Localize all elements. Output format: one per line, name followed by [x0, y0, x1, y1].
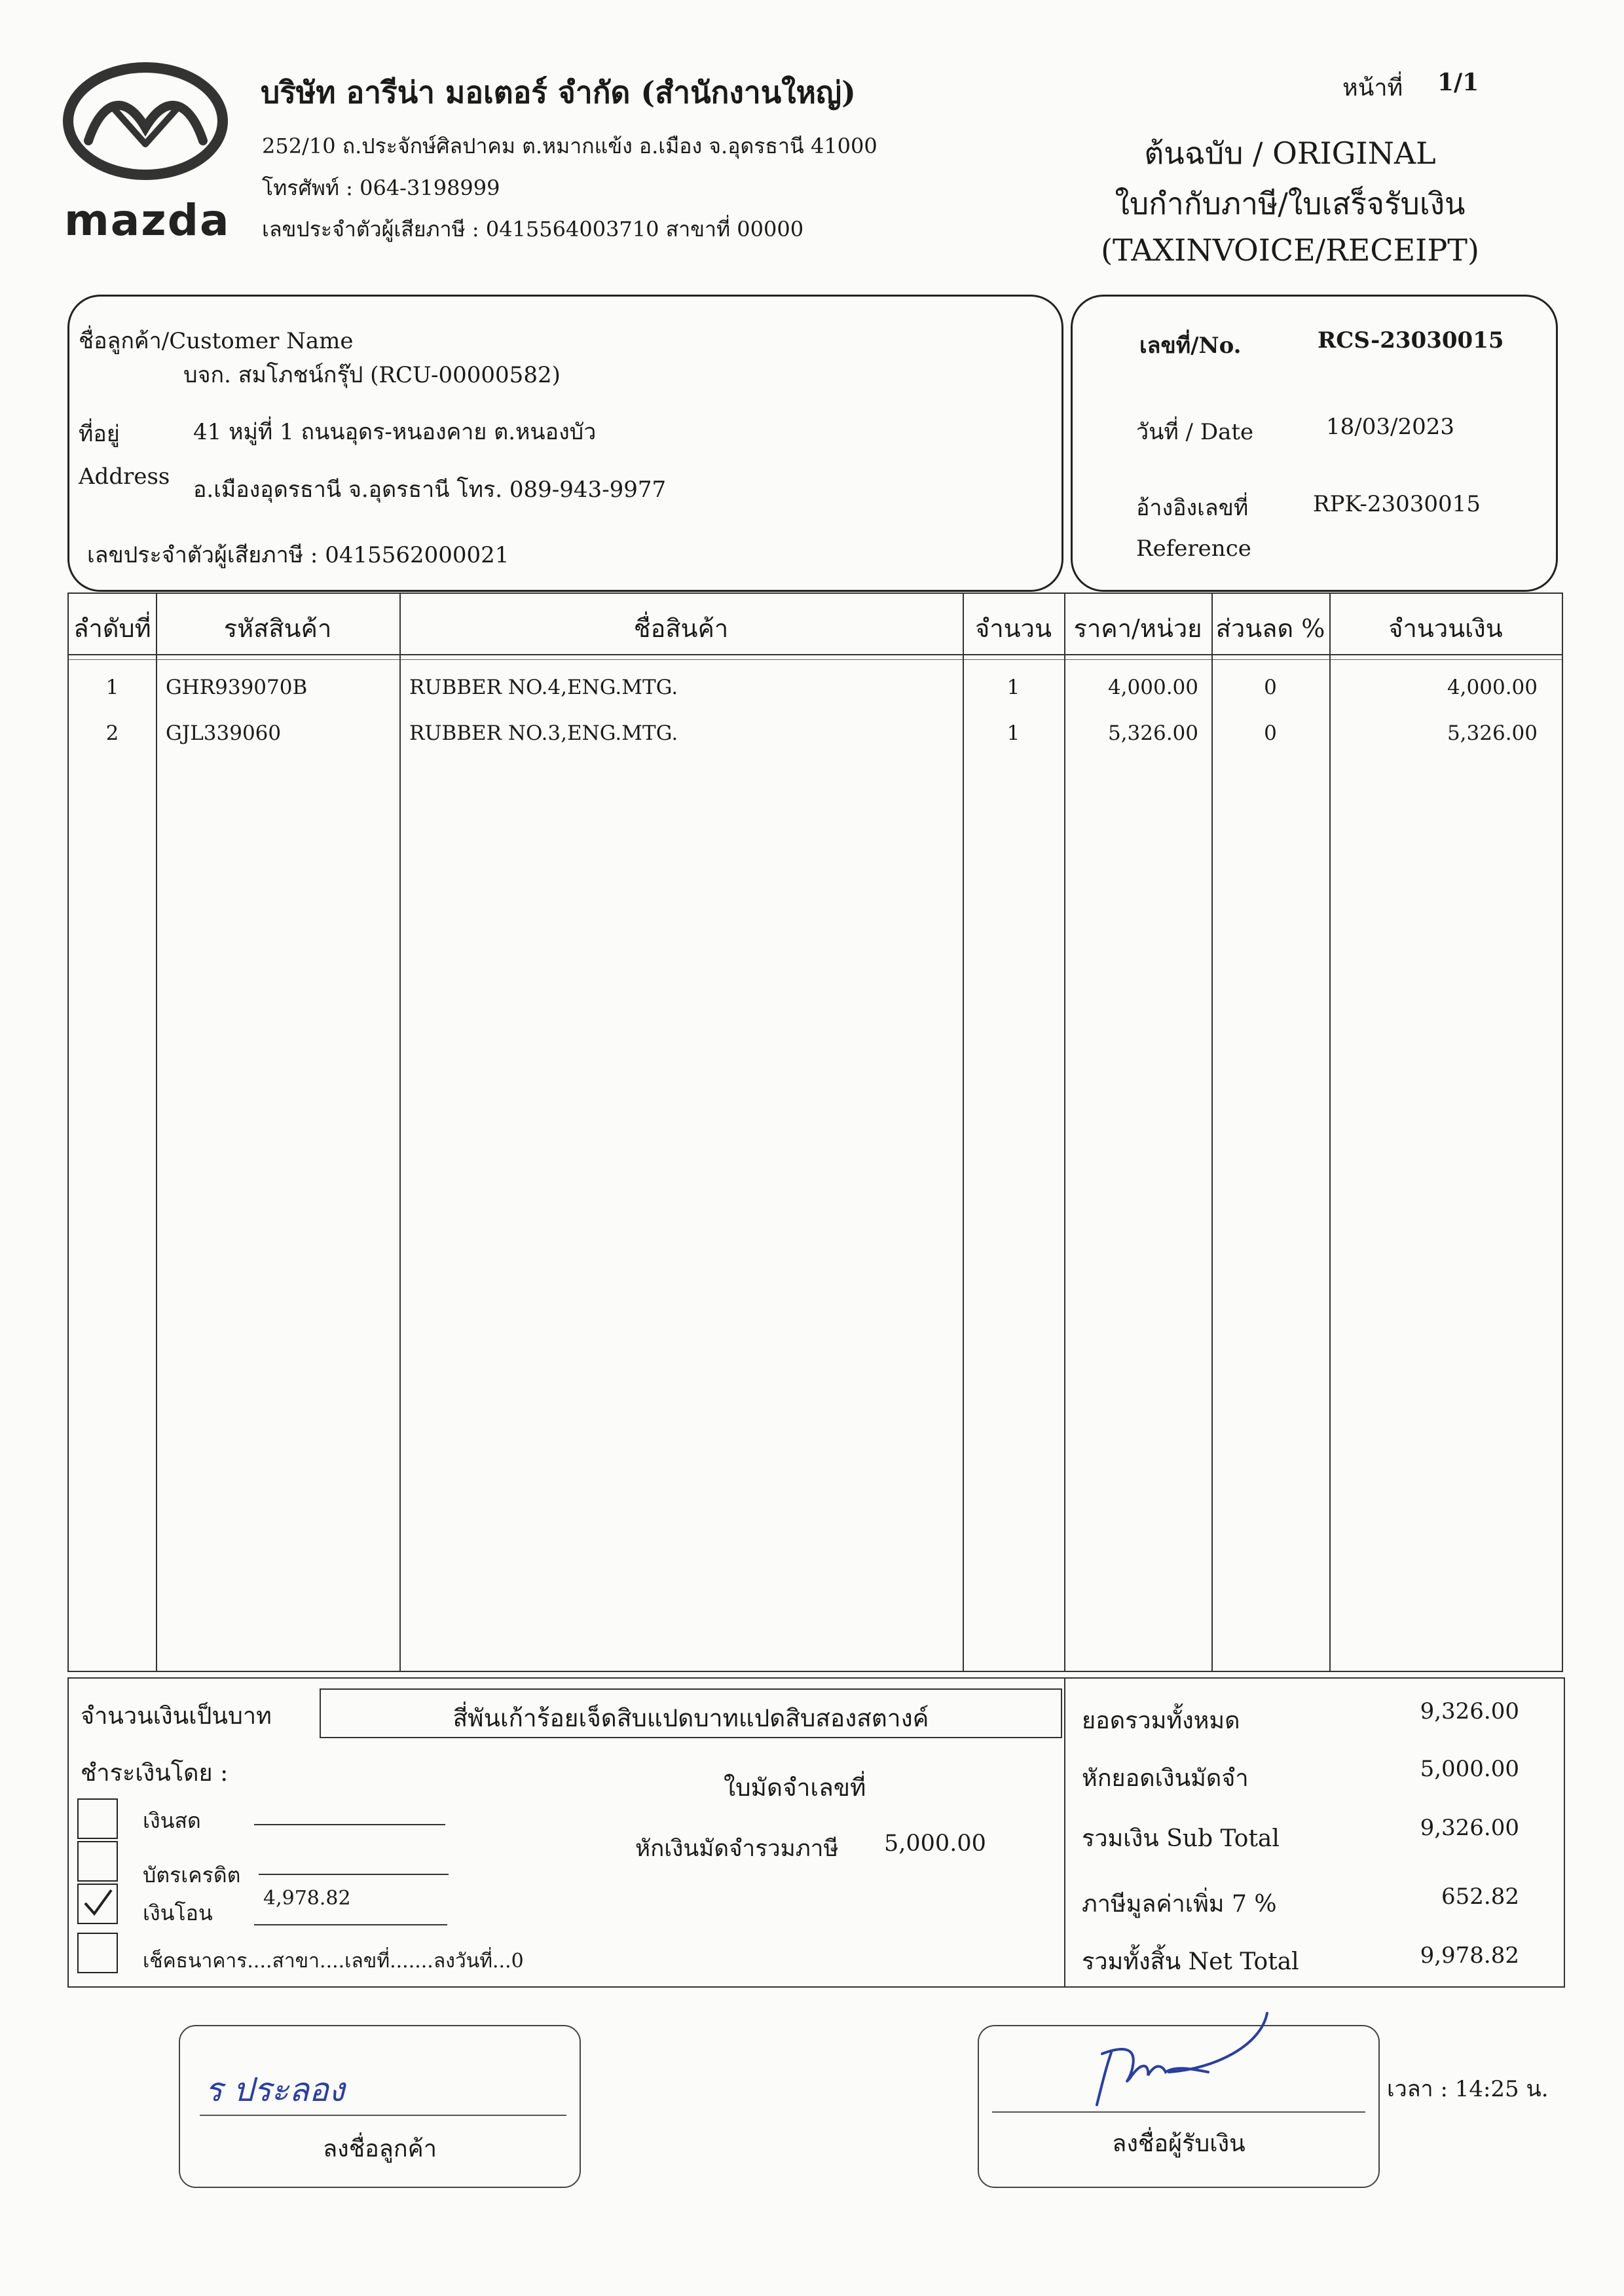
col-header-qty: จำนวน — [975, 614, 1052, 643]
date-label: วันที่ / Date — [1136, 419, 1254, 445]
summary-deposit-label: หักยอดเงินมัดจำ — [1082, 1765, 1249, 1792]
transfer-label: เงินโอน — [143, 1901, 213, 1925]
doc-no-value: RCS-23030015 — [1318, 327, 1504, 354]
amount-words-label: จำนวนเงินเป็นบาท — [81, 1703, 272, 1730]
summary-net-total-label: รวมทั้งสิ้น Net Total — [1082, 1948, 1299, 1975]
address-label-en: Address — [79, 464, 170, 490]
customer-signature-box — [179, 2025, 581, 2188]
receiver-signature-icon — [1071, 2007, 1320, 2118]
address-line1: 41 หมู่ที่ 1 ถนนอุดร-หนองคาย ต.หนองบัว — [193, 419, 597, 445]
cash-label: เงินสด — [143, 1808, 201, 1833]
col-header-code: รหัสสินค้า — [223, 614, 332, 643]
col-header-name: ชื่อสินค้า — [633, 614, 729, 643]
row-amount: 4,000.00 — [1447, 676, 1538, 699]
transfer-underline — [254, 1924, 447, 1925]
mazda-logo-icon — [62, 62, 229, 180]
row-qty: 1 — [1006, 721, 1020, 745]
brand-wordmark: mazda — [64, 195, 231, 246]
row-code: GJL339060 — [166, 721, 282, 745]
transfer-amount: 4,978.82 — [263, 1887, 351, 1910]
amount-words-box — [320, 1688, 1062, 1738]
doc-title-thai: ใบกำกับภาษี/ใบเสร็จรับเงิน — [1115, 186, 1466, 221]
cash-underline — [254, 1824, 445, 1825]
amount-words-value: สี่พันเก้าร้อยเจ็ดสิบแปดบาทแปดสิบสองสตางค์ — [452, 1704, 929, 1732]
row-no: 2 — [105, 721, 119, 745]
receiver-signature-box — [978, 2025, 1380, 2188]
deposit-deduct-value: 5,000.00 — [884, 1831, 986, 1857]
address-line2: อ.เมืองอุดรธานี จ.อุดรธานี โทร. 089-943-9977 — [193, 477, 667, 503]
deposit-deduct-label: หักเงินมัดจำรวมภาษี — [635, 1836, 839, 1862]
summary-total-value: 9,326.00 — [1420, 1698, 1519, 1724]
row-price: 4,000.00 — [1107, 676, 1198, 699]
cash-checkbox[interactable] — [77, 1798, 118, 1839]
payment-label: ชำระเงินโดย : — [81, 1760, 229, 1787]
summary-net-total-value: 9,978.82 — [1420, 1942, 1519, 1969]
col-header-discount: ส่วนลด % — [1215, 614, 1325, 643]
reference-label-en: Reference — [1136, 536, 1251, 562]
summary-section — [67, 1677, 1565, 1988]
customer-signature-label: ลงชื่อลูกค้า — [323, 2136, 437, 2162]
summary-divider — [1064, 1679, 1065, 1986]
cheque-checkbox[interactable] — [77, 1933, 118, 1973]
reference-label-th: อ้างอิงเลขที่ — [1136, 495, 1249, 521]
check-icon — [79, 1885, 117, 1923]
print-time: เวลา : 14:25 น. — [1387, 2076, 1549, 2102]
address-label-th: ที่อยู่ — [79, 421, 120, 447]
summary-subtotal-label: รวมเงิน Sub Total — [1082, 1825, 1280, 1852]
summary-deposit-value: 5,000.00 — [1420, 1756, 1519, 1782]
col-divider — [1329, 594, 1331, 1671]
header-divider-inner — [69, 659, 1562, 660]
cheque-label: เช็คธนาคาร....สาขา....เลขที่.......ลงวันที่...0 — [143, 1950, 524, 1973]
signature-line — [992, 2111, 1365, 2113]
row-discount: 0 — [1264, 676, 1277, 699]
col-divider — [1211, 594, 1213, 1671]
summary-vat-label: ภาษีมูลค่าเพิ่ม 7 % — [1082, 1891, 1277, 1918]
company-phone: โทรศัพท์ : 064-3198999 — [262, 175, 500, 200]
row-qty: 1 — [1006, 676, 1020, 699]
row-discount: 0 — [1264, 721, 1277, 745]
col-header-price: ราคา/หน่วย — [1073, 614, 1202, 643]
doc-title-english: (TAXINVOICE/RECEIPT) — [1101, 232, 1479, 268]
doc-no-label: เลขที่/No. — [1139, 333, 1242, 359]
credit-label: บัตรเครดิต — [143, 1863, 241, 1887]
date-value: 18/03/2023 — [1326, 414, 1454, 440]
col-header-amount: จำนวนเงิน — [1388, 614, 1503, 643]
page-number: 1/1 — [1437, 69, 1479, 96]
deposit-label: ใบมัดจำเลขที่ — [724, 1774, 866, 1802]
col-divider — [1064, 594, 1065, 1671]
customer-tax-id: เลขประจำตัวผู้เสียภาษี : 0415562000021 — [87, 542, 509, 568]
col-header-no: ลำดับที่ — [73, 614, 151, 643]
customer-signature: ร ประลอง — [205, 2071, 345, 2109]
row-no: 1 — [105, 676, 119, 699]
summary-vat-value: 652.82 — [1441, 1884, 1519, 1910]
row-name: RUBBER NO.4,ENG.MTG. — [409, 676, 678, 699]
items-table — [67, 592, 1563, 1672]
row-name: RUBBER NO.3,ENG.MTG. — [409, 721, 678, 745]
col-divider — [399, 594, 401, 1671]
page-label: หน้าที่ — [1342, 75, 1403, 101]
summary-total-label: ยอดรวมทั้งหมด — [1082, 1707, 1240, 1734]
company-name: บริษัท อารีน่า มอเตอร์ จำกัด (สำนักงานใหญ่) — [261, 75, 856, 110]
customer-name-label: ชื่อลูกค้า/Customer Name — [79, 328, 354, 354]
row-amount: 5,326.00 — [1447, 721, 1538, 745]
header-divider — [69, 654, 1562, 655]
summary-subtotal-value: 9,326.00 — [1420, 1815, 1519, 1841]
credit-checkbox[interactable] — [77, 1841, 118, 1882]
company-address: 252/10 ถ.ประจักษ์ศิลปาคม ต.หมากแข้ง อ.เมือง จ.อุดรธานี 41000 — [262, 134, 877, 158]
transfer-checkbox[interactable] — [77, 1884, 118, 1924]
row-code: GHR939070B — [166, 676, 308, 699]
receiver-signature-label: ลงชื่อผู้รับเงิน — [1112, 2130, 1246, 2157]
customer-name-value: บจก. สมโภชน์กรุ๊ป (RCU-00000582) — [183, 362, 561, 388]
reference-value: RPK-23030015 — [1313, 491, 1481, 517]
row-price: 5,326.00 — [1107, 721, 1198, 745]
signature-line — [200, 2115, 566, 2116]
credit-underline — [259, 1874, 449, 1875]
doc-title-original: ต้นฉบับ / ORIGINAL — [1144, 136, 1436, 171]
company-tax-id: เลขประจำตัวผู้เสียภาษี : 0415564003710 สาขาที่ 00000 — [262, 217, 804, 242]
col-divider — [156, 594, 157, 1671]
col-divider — [963, 594, 964, 1671]
